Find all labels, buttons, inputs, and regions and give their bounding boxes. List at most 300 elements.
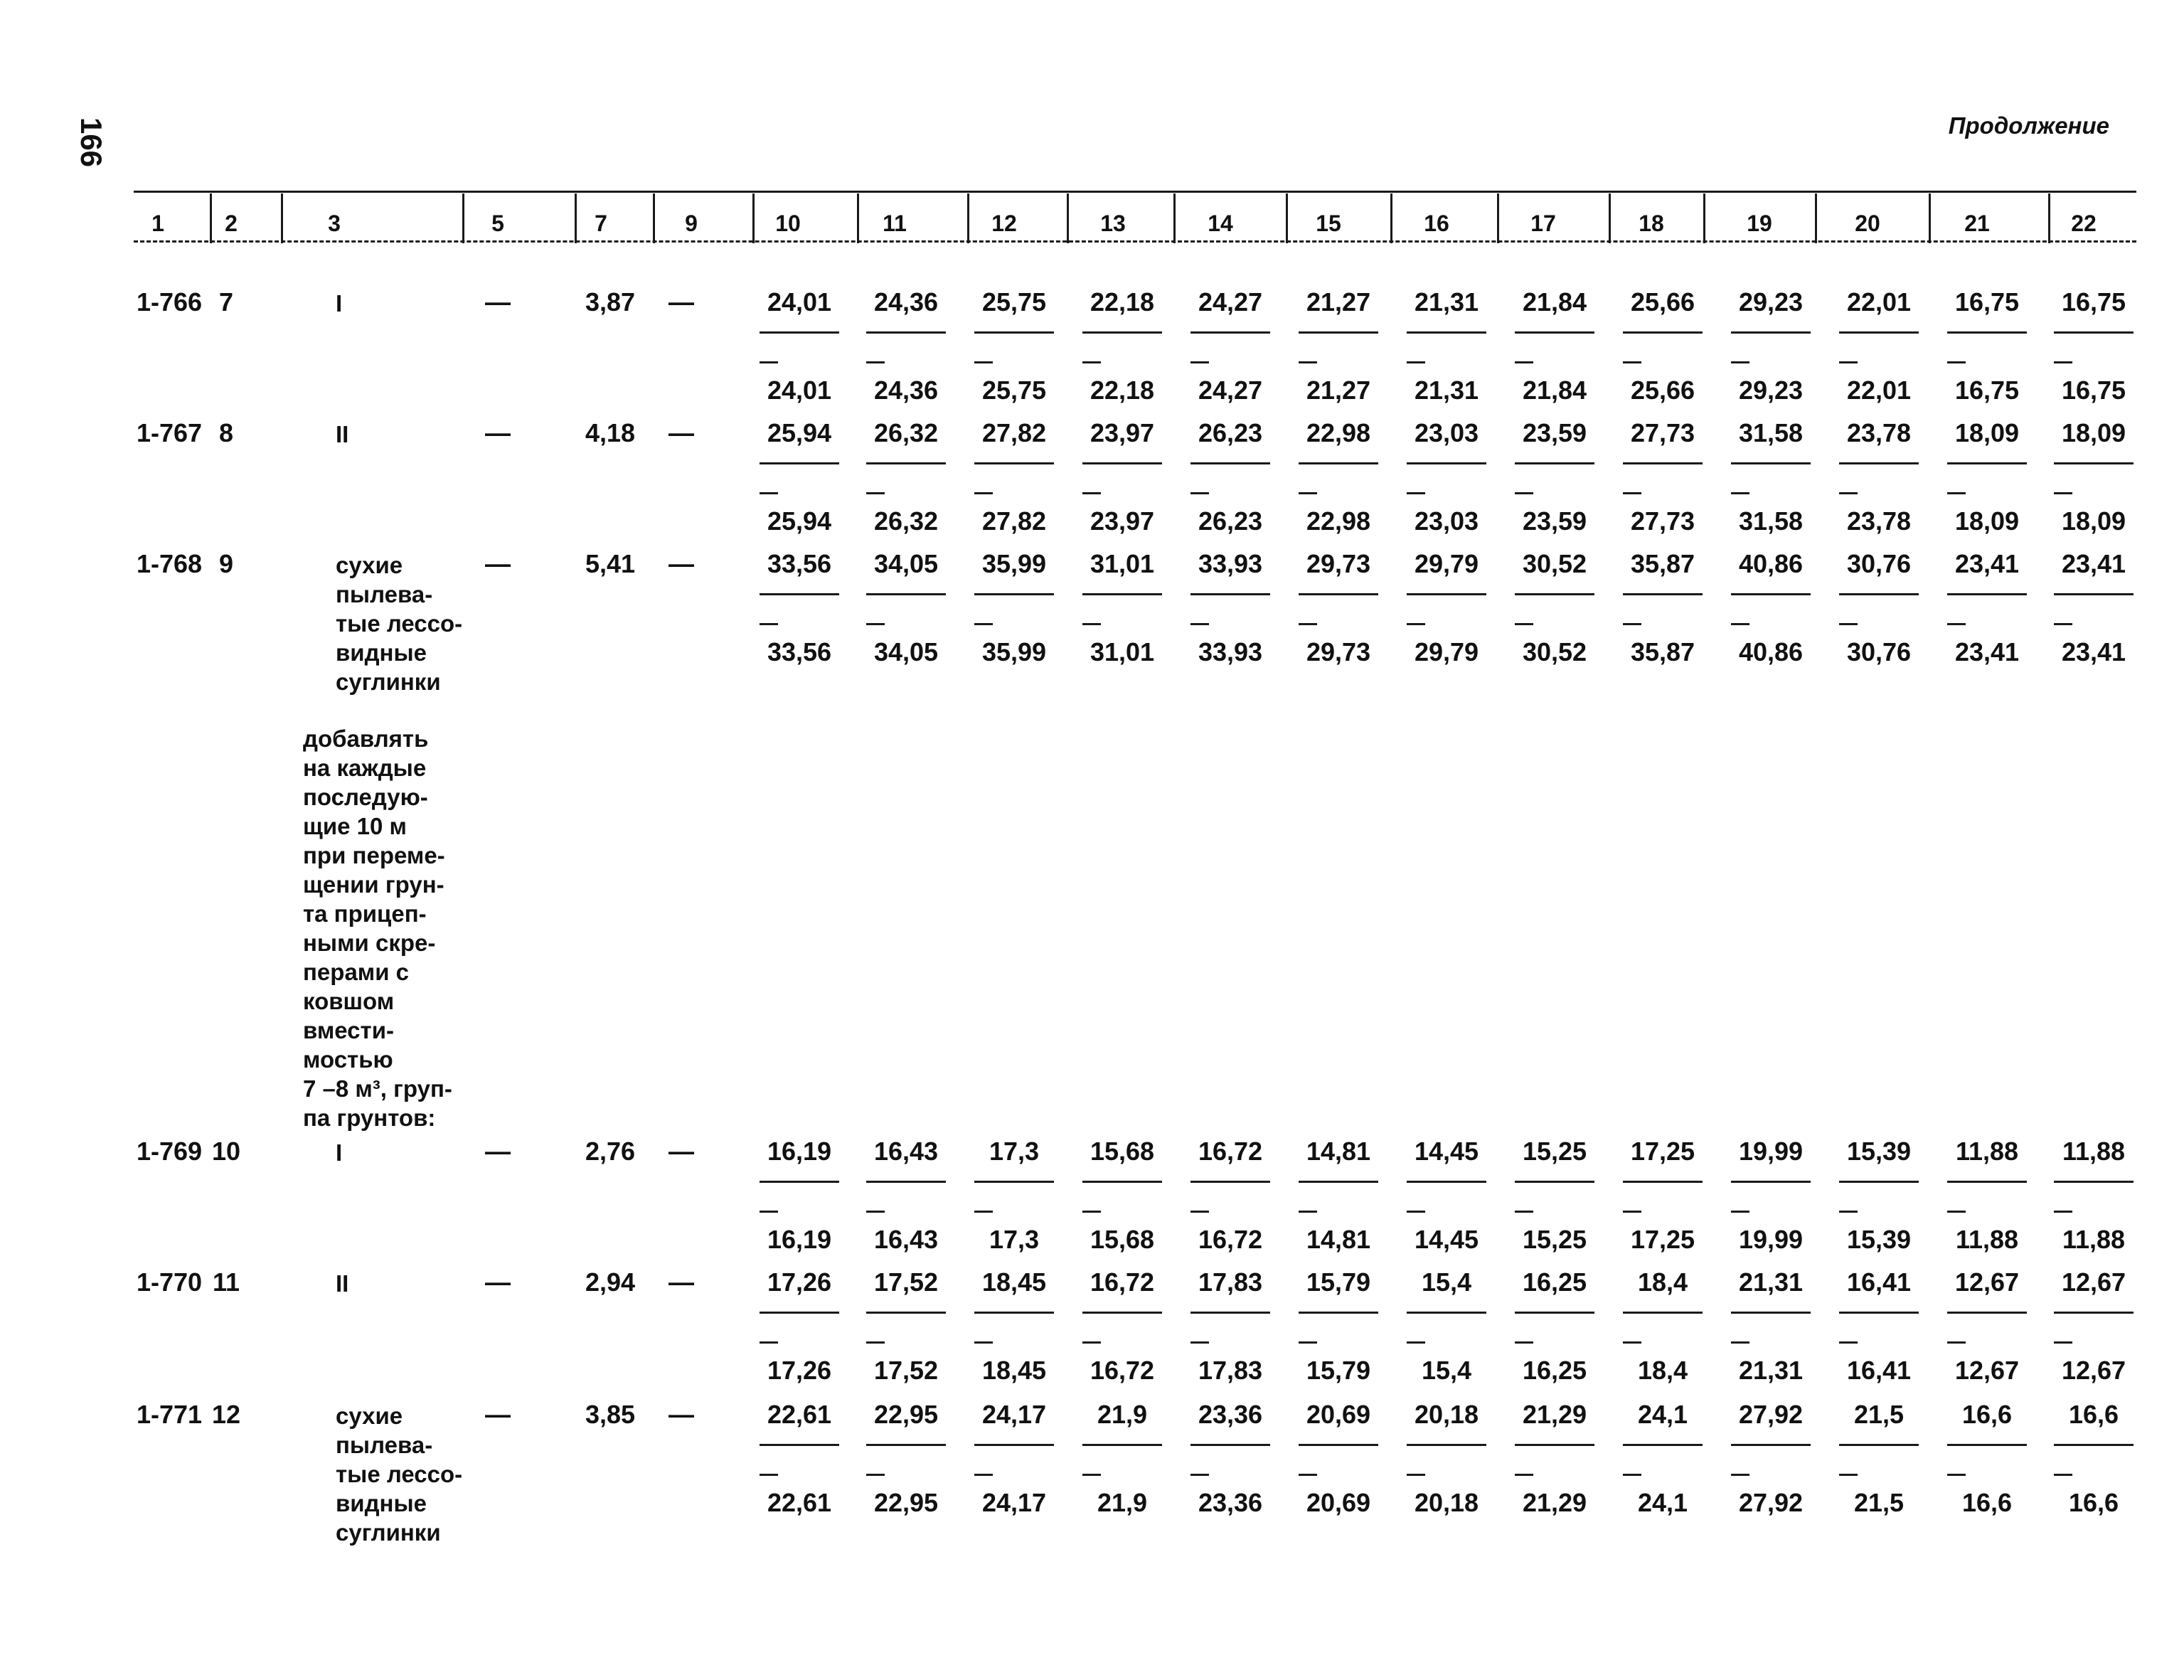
fraction-bar: [1082, 1444, 1162, 1446]
value-denominator: 29,79: [1414, 637, 1479, 666]
col-5-dash: —: [485, 1400, 511, 1429]
col-7-value: 3,85: [585, 1400, 636, 1429]
value-denominator: 21,31: [1738, 1356, 1804, 1385]
fraction-bar: [1407, 1181, 1486, 1183]
fraction-bar: [1947, 1181, 2027, 1183]
group-note-line: па грунтов:: [303, 1105, 436, 1131]
fraction-bar: [1623, 1181, 1703, 1183]
value-numerator: 23,41: [2061, 549, 2126, 578]
soil-group-line: пылева-: [336, 581, 433, 607]
dash-mark: [1082, 361, 1101, 363]
dash-mark: [1407, 1474, 1425, 1476]
value-numerator: 22,61: [767, 1400, 832, 1429]
value-denominator: 18,09: [2061, 506, 2126, 536]
value-denominator: 16,6: [2068, 1488, 2119, 1517]
column-header-22: 22: [2071, 211, 2097, 236]
value-denominator: 18,09: [1954, 506, 2020, 536]
value-numerator: 23,59: [1522, 418, 1587, 447]
value-numerator: 40,86: [1738, 549, 1804, 578]
value-denominator: 35,99: [981, 637, 1047, 666]
header-top-rule: [134, 191, 2136, 193]
fraction-bar: [760, 1444, 839, 1446]
col-9-dash: —: [668, 1400, 694, 1429]
value-denominator: 15,25: [1522, 1225, 1587, 1254]
col-7-value: 3,87: [585, 287, 636, 317]
value-denominator: 18,4: [1637, 1356, 1688, 1385]
col-9-dash: —: [668, 1267, 694, 1297]
fraction-bar: [974, 331, 1054, 334]
column-header-3: 3: [328, 211, 341, 236]
group-note-line: щие 10 м: [303, 813, 407, 839]
fraction-bar: [2054, 593, 2134, 595]
dash-mark: [1299, 1211, 1317, 1213]
fraction-bar: [1731, 1181, 1811, 1183]
fraction-bar: [1839, 331, 1919, 334]
fraction-bar: [974, 462, 1054, 464]
value-denominator: 22,98: [1306, 506, 1371, 536]
value-denominator: 16,75: [2061, 376, 2126, 405]
value-denominator: 17,26: [767, 1356, 832, 1385]
dash-mark: [1731, 1474, 1749, 1476]
value-numerator: 17,52: [873, 1267, 939, 1297]
fraction-bar: [1407, 462, 1486, 464]
dash-mark: [1515, 1474, 1533, 1476]
dash-mark: [1731, 361, 1749, 363]
column-header-18: 18: [1639, 211, 1664, 236]
value-numerator: 24,01: [767, 287, 832, 317]
value-numerator: 12,67: [1954, 1267, 2020, 1297]
value-denominator: 29,73: [1306, 637, 1371, 666]
value-numerator: 16,72: [1198, 1137, 1263, 1166]
dash-mark: [760, 1341, 778, 1344]
value-denominator: 11,88: [1955, 1225, 2019, 1254]
fraction-bar: [1515, 1444, 1594, 1446]
dash-mark: [1839, 1474, 1858, 1476]
col-5-dash: —: [485, 1267, 511, 1297]
value-denominator: 23,78: [1846, 506, 1912, 536]
dash-mark: [1839, 1211, 1858, 1213]
dash-mark: [2054, 492, 2072, 494]
column-header-11: 11: [883, 211, 907, 236]
fraction-bar: [1515, 462, 1594, 464]
value-numerator: 30,52: [1522, 549, 1587, 578]
row-code: 1-767: [136, 418, 203, 447]
value-denominator: 30,52: [1522, 637, 1587, 666]
group-note-line: последую-: [303, 784, 428, 810]
value-denominator: 21,27: [1306, 376, 1371, 405]
dash-mark: [1190, 623, 1209, 625]
row-code: 1-769: [136, 1137, 203, 1166]
value-denominator: 17,25: [1630, 1225, 1695, 1254]
dash-mark: [1623, 492, 1641, 494]
dash-mark: [974, 623, 993, 625]
value-denominator: 25,75: [981, 376, 1047, 405]
fraction-bar: [866, 1181, 946, 1183]
dash-mark: [760, 623, 778, 625]
value-numerator: 16,19: [767, 1137, 832, 1166]
value-denominator: 21,29: [1522, 1488, 1587, 1517]
value-numerator: 26,32: [873, 418, 939, 447]
row-code: 1-766: [136, 287, 203, 317]
fraction-bar: [1839, 462, 1919, 464]
value-denominator: 21,84: [1522, 376, 1587, 405]
dash-mark: [866, 623, 885, 625]
fraction-bar: [1190, 593, 1270, 595]
dash-mark: [1623, 623, 1641, 625]
value-numerator: 18,09: [1954, 418, 2020, 447]
group-note-line: при переме-: [303, 842, 445, 868]
value-denominator: 11,88: [2062, 1225, 2126, 1254]
dash-mark: [1947, 623, 1966, 625]
dash-mark: [1190, 1211, 1209, 1213]
fraction-bar: [1839, 1444, 1919, 1446]
value-numerator: 17,25: [1630, 1137, 1695, 1166]
fraction-bar: [866, 331, 946, 334]
value-denominator: 24,1: [1637, 1488, 1688, 1517]
value-denominator: 12,67: [2061, 1356, 2126, 1385]
dash-mark: [1731, 492, 1749, 494]
value-numerator: 22,18: [1090, 287, 1155, 317]
dash-mark: [1947, 492, 1966, 494]
fraction-bar: [1947, 593, 2027, 595]
fraction-bar: [2054, 1312, 2134, 1314]
value-numerator: 21,9: [1097, 1400, 1148, 1429]
group-note-line: добавлять: [303, 725, 429, 752]
column-separator: [281, 193, 283, 243]
value-numerator: 21,31: [1414, 287, 1479, 317]
fraction-bar: [1731, 593, 1811, 595]
column-separator: [752, 193, 755, 243]
row-number: 7: [218, 287, 234, 317]
fraction-bar: [1082, 462, 1162, 464]
fraction-bar: [1299, 462, 1378, 464]
fraction-bar: [974, 593, 1054, 595]
dash-mark: [1947, 361, 1966, 363]
fraction-bar: [866, 593, 946, 595]
soil-group-line: сухие: [336, 1403, 403, 1429]
group-note-line: 7 –8 м³, груп-: [303, 1075, 452, 1102]
col-5-dash: —: [485, 418, 511, 447]
column-separator: [1815, 193, 1817, 243]
value-denominator: 31,58: [1738, 506, 1804, 536]
group-note-line: перами с: [303, 959, 410, 985]
value-numerator: 24,1: [1637, 1400, 1688, 1429]
fraction-bar: [1947, 462, 2027, 464]
dash-mark: [1299, 1474, 1317, 1476]
fraction-bar: [1190, 331, 1270, 334]
value-denominator: 27,82: [981, 506, 1047, 536]
fraction-bar: [866, 1444, 946, 1446]
value-numerator: 18,4: [1637, 1267, 1688, 1297]
value-denominator: 23,03: [1414, 506, 1479, 536]
fraction-bar: [760, 593, 839, 595]
column-header-2: 2: [225, 211, 238, 236]
soil-group-line: суглинки: [336, 669, 441, 695]
value-numerator: 20,69: [1306, 1400, 1371, 1429]
value-numerator: 26,23: [1198, 418, 1263, 447]
fraction-bar: [1623, 593, 1703, 595]
column-header-9: 9: [685, 211, 698, 236]
col-9-dash: —: [668, 418, 694, 447]
soil-group-line: пылева-: [336, 1432, 433, 1458]
column-separator: [1929, 193, 1931, 243]
value-numerator: 31,58: [1738, 418, 1804, 447]
value-denominator: 15,39: [1846, 1225, 1912, 1254]
fraction-bar: [1082, 1312, 1162, 1314]
dash-mark: [1190, 492, 1209, 494]
value-denominator: 21,9: [1097, 1488, 1148, 1517]
value-numerator: 33,56: [767, 549, 832, 578]
dash-mark: [1299, 361, 1317, 363]
value-numerator: 15,39: [1846, 1137, 1912, 1166]
value-numerator: 30,76: [1846, 549, 1912, 578]
fraction-bar: [1299, 1312, 1378, 1314]
dash-mark: [2054, 1211, 2072, 1213]
value-numerator: 25,94: [767, 418, 832, 447]
fraction-bar: [866, 1312, 946, 1314]
group-note-line: мостью: [303, 1046, 393, 1073]
dash-mark: [1839, 1341, 1858, 1344]
dash-mark: [1082, 1474, 1101, 1476]
fraction-bar: [1731, 1312, 1811, 1314]
fraction-bar: [1190, 462, 1270, 464]
fraction-bar: [1947, 1312, 2027, 1314]
fraction-bar: [1299, 1181, 1378, 1183]
row-code: 1-768: [136, 549, 203, 578]
value-denominator: 22,01: [1846, 376, 1912, 405]
fraction-bar: [1515, 1181, 1594, 1183]
column-separator: [1067, 193, 1069, 243]
value-numerator: 21,5: [1853, 1400, 1905, 1429]
dash-mark: [974, 1341, 993, 1344]
col-9-dash: —: [668, 287, 694, 317]
value-numerator: 15,4: [1421, 1267, 1472, 1297]
fraction-bar: [1947, 1444, 2027, 1446]
soil-group: [336, 1401, 462, 1547]
group-note-line: ковшом: [303, 988, 395, 1014]
dash-mark: [1623, 1341, 1641, 1344]
value-denominator: 17,83: [1198, 1356, 1263, 1385]
dash-mark: [1407, 492, 1425, 494]
fraction-bar: [1623, 462, 1703, 464]
fraction-bar: [1407, 593, 1486, 595]
column-header-12: 12: [991, 211, 1017, 236]
dash-mark: [1515, 623, 1533, 625]
value-denominator: 17,52: [873, 1356, 939, 1385]
dash-mark: [866, 361, 885, 363]
fraction-bar: [760, 1312, 839, 1314]
soil-group: [336, 551, 462, 696]
value-denominator: 33,93: [1198, 637, 1263, 666]
value-numerator: 11,88: [2062, 1137, 2126, 1166]
value-denominator: 21,31: [1414, 376, 1479, 405]
value-numerator: 23,36: [1198, 1400, 1263, 1429]
value-numerator: 19,99: [1738, 1137, 1804, 1166]
dash-mark: [1515, 1341, 1533, 1344]
dash-mark: [2054, 623, 2072, 625]
fraction-bar: [1731, 462, 1811, 464]
value-denominator: 21,5: [1853, 1488, 1905, 1517]
value-numerator: 22,95: [873, 1400, 939, 1429]
value-denominator: 19,99: [1738, 1225, 1804, 1254]
dash-mark: [1515, 492, 1533, 494]
fraction-bar: [974, 1312, 1054, 1314]
fraction-bar: [1190, 1444, 1270, 1446]
value-numerator: 34,05: [873, 549, 939, 578]
column-separator: [967, 193, 969, 243]
dash-mark: [866, 492, 885, 494]
column-separator: [1286, 193, 1288, 243]
dash-mark: [1623, 1474, 1641, 1476]
value-denominator: 12,67: [1954, 1356, 2020, 1385]
dash-mark: [760, 361, 778, 363]
value-numerator: 35,99: [981, 549, 1047, 578]
value-denominator: 16,72: [1198, 1225, 1263, 1254]
value-denominator: 22,18: [1090, 376, 1155, 405]
dash-mark: [1515, 361, 1533, 363]
col-5-dash: —: [485, 287, 511, 317]
dash-mark: [1623, 361, 1641, 363]
fraction-bar: [1407, 1444, 1486, 1446]
fraction-bar: [1623, 1444, 1703, 1446]
group-note-line: вмести-: [303, 1017, 394, 1043]
fraction-bar: [1839, 1312, 1919, 1314]
soil-group-line: II: [336, 421, 349, 447]
row-number: 10: [211, 1137, 241, 1166]
value-numerator: 21,31: [1738, 1267, 1804, 1297]
value-numerator: 21,29: [1522, 1400, 1587, 1429]
dash-mark: [1731, 1341, 1749, 1344]
fraction-bar: [1190, 1312, 1270, 1314]
value-denominator: 31,01: [1090, 637, 1155, 666]
value-numerator: 23,78: [1846, 418, 1912, 447]
value-numerator: 29,23: [1738, 287, 1804, 317]
value-numerator: 25,75: [981, 287, 1047, 317]
value-numerator: 21,27: [1306, 287, 1371, 317]
dash-mark: [866, 1341, 885, 1344]
value-numerator: 20,18: [1414, 1400, 1479, 1429]
value-numerator: 23,41: [1954, 549, 2020, 578]
value-denominator: 26,23: [1198, 506, 1263, 536]
value-numerator: 15,25: [1522, 1137, 1587, 1166]
column-separator: [575, 193, 577, 243]
value-denominator: 25,66: [1630, 376, 1695, 405]
value-denominator: 23,36: [1198, 1488, 1263, 1517]
value-denominator: 35,87: [1630, 637, 1695, 666]
value-denominator: 16,43: [873, 1225, 939, 1254]
value-numerator: 15,79: [1306, 1267, 1371, 1297]
dash-mark: [1839, 623, 1858, 625]
value-numerator: 21,84: [1522, 287, 1587, 317]
soil-group-line: суглинки: [336, 1519, 441, 1546]
fraction-bar: [1082, 1181, 1162, 1183]
value-denominator: 33,56: [767, 637, 832, 666]
soil-group-line: I: [336, 1139, 343, 1166]
value-denominator: 14,81: [1306, 1225, 1371, 1254]
fraction-bar: [1082, 331, 1162, 334]
dash-mark: [974, 1211, 993, 1213]
value-numerator: 11,88: [1955, 1137, 2019, 1166]
value-denominator: 27,92: [1738, 1488, 1804, 1517]
column-header-10: 10: [775, 211, 801, 236]
value-numerator: 16,6: [1961, 1400, 2013, 1429]
dash-mark: [1947, 1341, 1966, 1344]
row-number: 11: [212, 1267, 240, 1297]
fraction-bar: [974, 1181, 1054, 1183]
fraction-bar: [1623, 331, 1703, 334]
dash-mark: [1082, 1211, 1101, 1213]
value-numerator: 12,67: [2061, 1267, 2126, 1297]
value-numerator: 27,82: [981, 418, 1047, 447]
value-numerator: 29,73: [1306, 549, 1371, 578]
fraction-bar: [1839, 1181, 1919, 1183]
col-5-dash: —: [485, 549, 511, 578]
value-numerator: 17,26: [767, 1267, 832, 1297]
fraction-bar: [760, 1181, 839, 1183]
value-numerator: 35,87: [1630, 549, 1695, 578]
col-9-dash: —: [668, 1137, 694, 1166]
dash-mark: [1082, 492, 1101, 494]
dash-mark: [1190, 1341, 1209, 1344]
column-separator: [462, 193, 464, 243]
value-denominator: 34,05: [873, 637, 939, 666]
fraction-bar: [2054, 1181, 2134, 1183]
col-7-value: 2,94: [585, 1267, 636, 1297]
fraction-bar: [1839, 593, 1919, 595]
dash-mark: [1839, 492, 1858, 494]
value-denominator: 23,41: [1954, 637, 2020, 666]
header-bottom-rule: [134, 240, 2136, 243]
col-5-dash: —: [485, 1137, 511, 1166]
value-denominator: 30,76: [1846, 637, 1912, 666]
value-numerator: 16,43: [873, 1137, 939, 1166]
value-numerator: 27,92: [1738, 1400, 1804, 1429]
dash-mark: [974, 492, 993, 494]
value-denominator: 20,18: [1414, 1488, 1479, 1517]
column-header-7: 7: [595, 211, 607, 236]
col-9-dash: —: [668, 549, 694, 578]
fraction-bar: [1082, 593, 1162, 595]
group-note-line: на каждые: [303, 755, 427, 781]
value-numerator: 14,45: [1414, 1137, 1479, 1166]
continuation-label: Продолжение: [1948, 112, 2109, 139]
value-numerator: 23,03: [1414, 418, 1479, 447]
value-denominator: 24,36: [873, 376, 939, 405]
column-separator: [1173, 193, 1176, 243]
group-note-line: та прицеп-: [303, 900, 427, 927]
dash-mark: [2054, 1341, 2072, 1344]
value-numerator: 22,98: [1306, 418, 1371, 447]
col-7-value: 2,76: [585, 1137, 636, 1166]
fraction-bar: [760, 462, 839, 464]
column-header-21: 21: [1964, 211, 1990, 236]
value-denominator: 16,75: [1954, 376, 2020, 405]
soil-group: [336, 1269, 348, 1298]
row-number: 8: [218, 418, 234, 447]
fraction-bar: [1299, 331, 1378, 334]
column-header-1: 1: [151, 211, 164, 236]
column-header-14: 14: [1208, 211, 1233, 236]
soil-group: [336, 289, 342, 318]
value-denominator: 16,41: [1846, 1356, 1912, 1385]
dash-mark: [974, 1474, 993, 1476]
dash-mark: [974, 361, 993, 363]
value-numerator: 33,93: [1198, 549, 1263, 578]
fraction-bar: [1731, 331, 1811, 334]
dash-mark: [1299, 492, 1317, 494]
dash-mark: [1731, 623, 1749, 625]
fraction-bar: [760, 331, 839, 334]
